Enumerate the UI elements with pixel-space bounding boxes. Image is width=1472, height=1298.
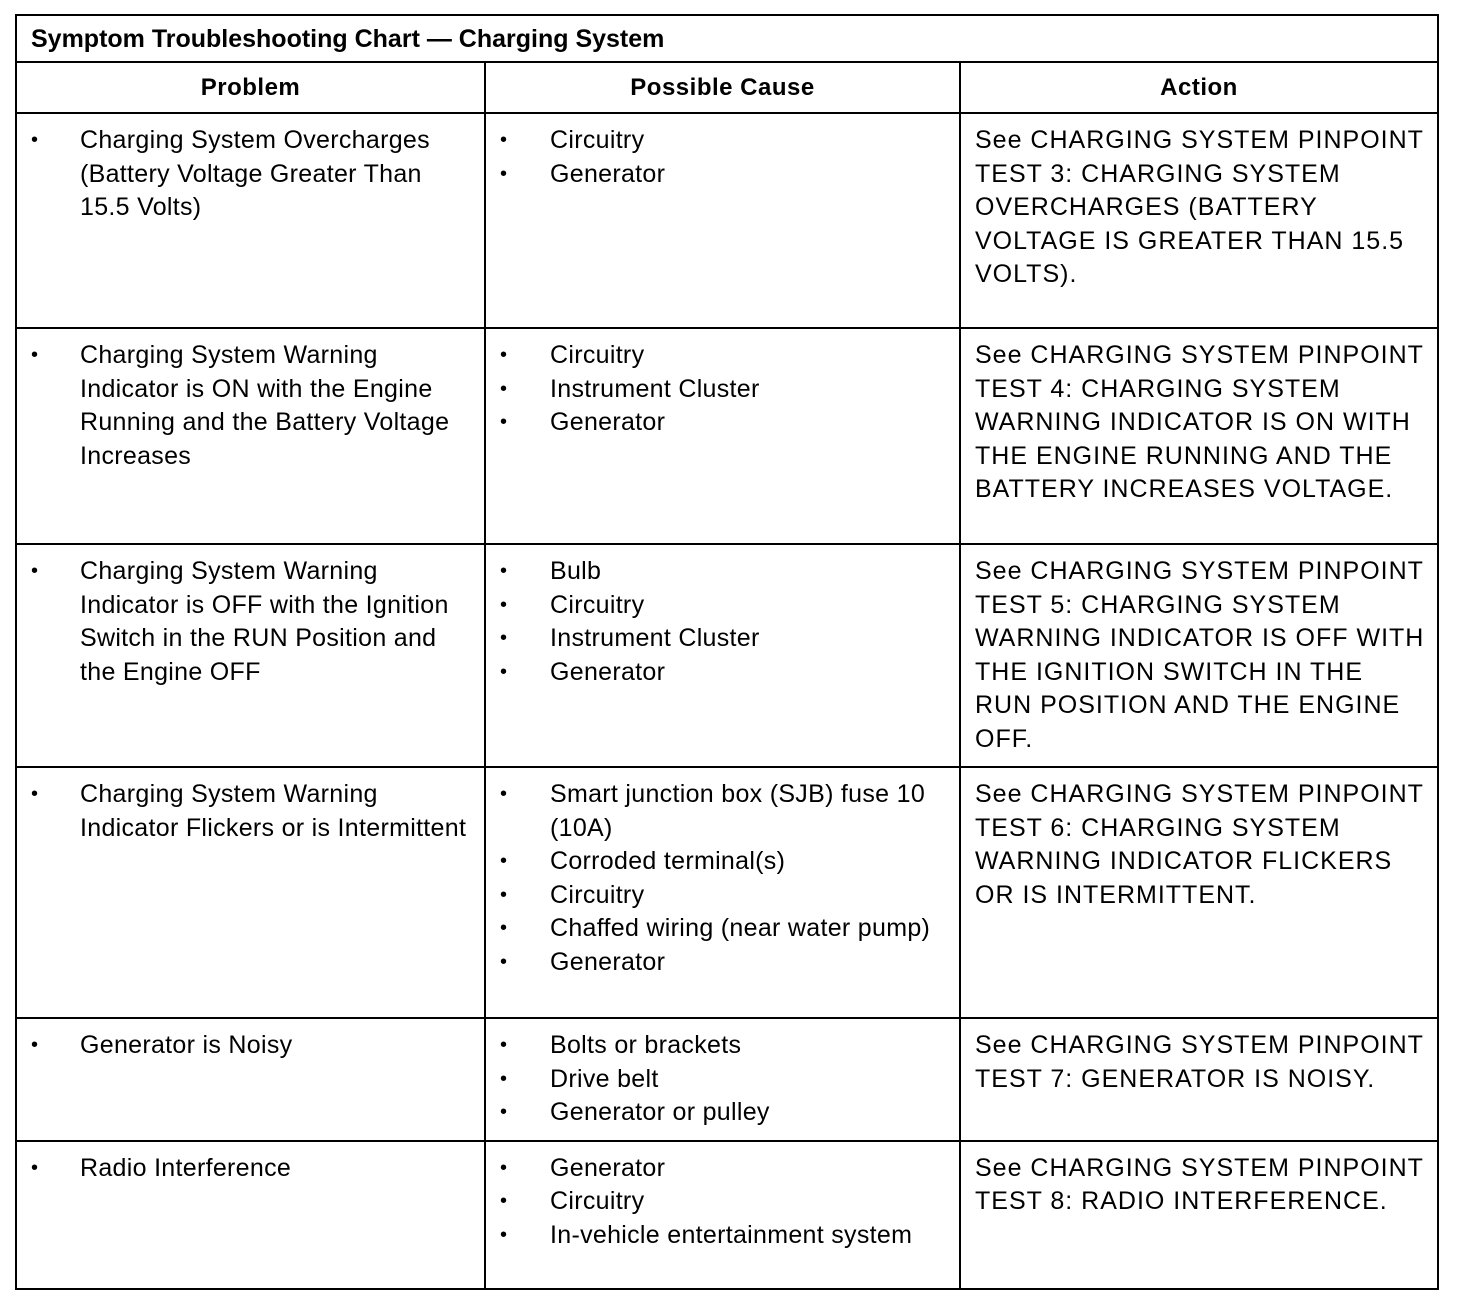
problem-cell [16,767,485,1018]
bullet-icon: • [500,883,508,906]
action-text: See CHARGING SYSTEM PINPOINT TEST 6: CHARGING SYSTEM WARNING INDICATOR FLICKERS OR IS INTERMITTENT. [975,780,1424,909]
header-row [16,62,1438,113]
troubleshooting-table [15,14,1439,1290]
problem-item: • Charging System Overcharges (Battery Voltage Greater Than 15.5 Volts) [31,126,430,221]
cause-item: • In-vehicle entertainment system [486,1219,959,1253]
title-row [16,15,1438,62]
cause-item: • Circuitry [486,124,959,158]
cause-item: • Instrument Cluster [486,622,959,656]
action-text: See CHARGING SYSTEM PINPOINT TEST 7: GENERATOR IS NOISY. [975,1031,1424,1093]
header-action: Action [960,62,1438,113]
bullet-icon: • [500,1190,508,1212]
bullet-icon: • [31,560,39,582]
bullet-icon: • [500,344,508,366]
action-cell [960,1141,1438,1289]
cause-item: • Corroded terminal(s) [486,845,959,879]
table-row [16,328,1438,544]
problem-cell [16,113,485,328]
cause-cell [485,767,960,1018]
cause-item: • Generator [486,946,959,980]
bullet-icon: • [500,950,508,973]
cause-item: • Chaffed wiring (near water pump) [486,912,959,946]
bullet-icon: • [31,783,39,805]
bullet-icon: • [31,1034,39,1056]
bullet-icon: • [500,1223,508,1246]
cause-item: • Circuitry [486,339,959,373]
cause-item: • Generator [486,158,959,192]
table-row [16,544,1438,767]
action-text: See CHARGING SYSTEM PINPOINT TEST 5: CHARGING SYSTEM WARNING INDICATOR IS OFF WITH THE IGNITION SWITCH IN THE RUN POSITION AND THE ENGINE OFF. [975,557,1425,753]
table-row [16,767,1438,1018]
header-possible-cause: Possible Cause [485,62,960,113]
cause-item: • Circuitry [486,589,959,623]
bullet-icon: • [500,162,508,185]
table-row [16,113,1438,328]
bullet-icon: • [500,411,508,433]
cause-item: • Instrument Cluster [486,373,959,407]
cause-item: • Circuitry [486,1185,959,1219]
cause-cell [485,1141,960,1289]
problem-cell [16,1141,485,1289]
bullet-icon: • [500,1034,508,1056]
bullet-icon: • [500,1067,508,1090]
cause-item: • Bolts or brackets [486,1029,959,1063]
cause-cell [485,328,960,544]
bullet-icon: • [31,129,39,151]
action-cell [960,113,1438,328]
cause-item: • Bulb [486,555,959,589]
problem-item: • Charging System Warning Indicator is OFF with the Ignition Switch in the RUN Position and the Engine OFF [31,557,449,686]
bullet-icon: • [31,1156,39,1179]
problem-item: • Radio Interference [17,1152,484,1186]
bullet-icon: • [500,917,508,939]
header-problem: Problem [16,62,485,113]
problem-cell [16,328,485,544]
cause-item: • Generator [486,1152,959,1186]
bullet-icon: • [500,560,508,582]
bullet-icon: • [500,660,508,683]
action-cell [960,1018,1438,1141]
problem-item: • Generator is Noisy [17,1029,484,1063]
action-cell [960,767,1438,1018]
problem-item: • Charging System Warning Indicator is ON with the Engine Running and the Battery Voltage Increases [31,341,450,470]
cause-item: • Smart junction box (SJB) fuse 10 (10A) [500,780,926,842]
bullet-icon: • [500,593,508,616]
action-cell [960,328,1438,544]
bullet-icon: • [500,1101,508,1123]
table-row [16,1018,1438,1141]
table-title: Symptom Troubleshooting Chart — Charging System [16,15,1438,62]
bullet-icon: • [500,850,508,872]
bullet-icon: • [500,783,508,805]
bullet-icon: • [500,129,508,151]
action-text: See CHARGING SYSTEM PINPOINT TEST 8: RADIO INTERFERENCE. [975,1153,1424,1215]
bullet-icon: • [500,377,508,400]
cause-item: • Generator [486,656,959,690]
problem-cell [16,544,485,767]
table-row [16,1141,1438,1289]
cause-cell [485,113,960,328]
problem-item: • Charging System Warning Indicator Flickers or is Intermittent [31,780,467,842]
bullet-icon: • [31,344,39,366]
cause-cell [485,1018,960,1141]
bullet-icon: • [500,1156,508,1179]
action-text: See CHARGING SYSTEM PINPOINT TEST 3: CHARGING SYSTEM OVERCHARGES (BATTERY VOLTAGE IS GREATER THAN 15.5 VOLTS). [975,126,1424,288]
cause-cell [485,544,960,767]
action-text: See CHARGING SYSTEM PINPOINT TEST 4: CHARGING SYSTEM WARNING INDICATOR IS ON WITH THE ENGINE RUNNING AND THE BATTERY INCREASES VOLTAGE. [975,341,1424,503]
problem-cell [16,1018,485,1141]
cause-item: • Drive belt [486,1063,959,1097]
cause-item: • Circuitry [486,879,959,913]
bullet-icon: • [500,627,508,649]
cause-item: • Generator [486,406,959,440]
action-cell [960,544,1438,767]
cause-item: • Generator or pulley [486,1096,959,1130]
